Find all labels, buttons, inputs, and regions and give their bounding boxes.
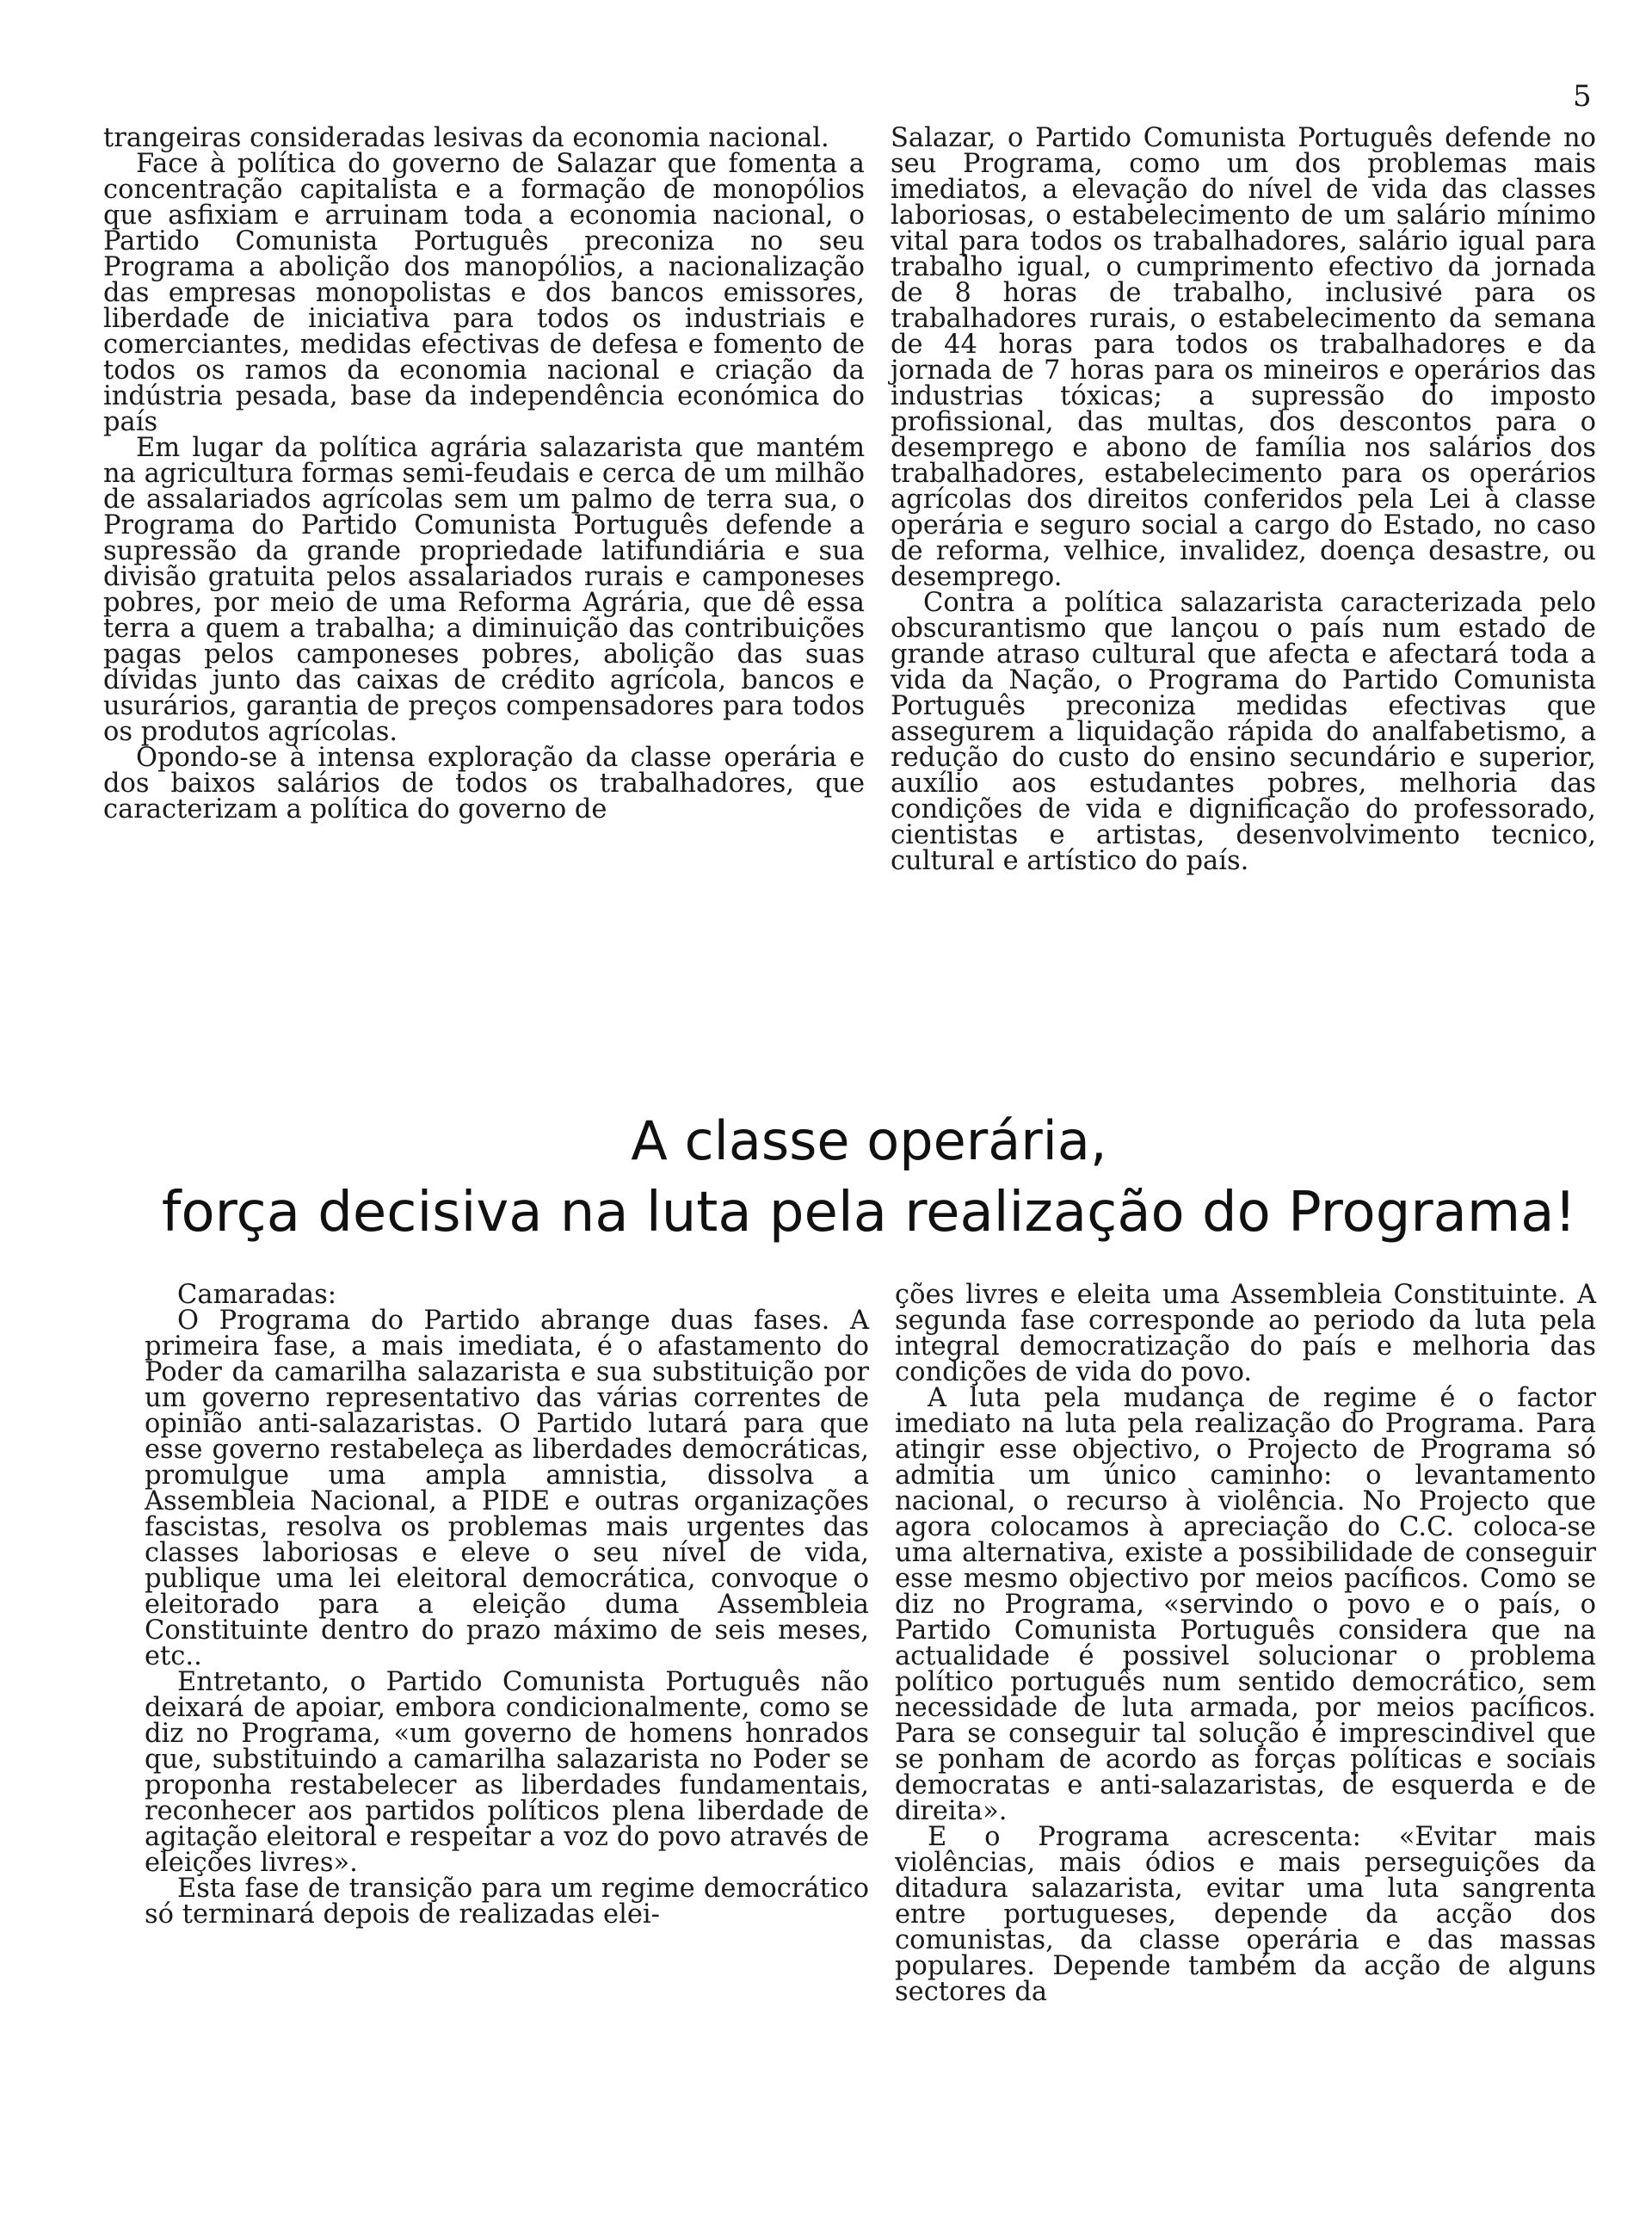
- paragraph: trangeiras consideradas lesivas da economia nacional.: [103, 123, 829, 153]
- paragraph: ções livres e eleita uma Assembleia Constituinte. A segunda fase corresponde ao periodo da luta pela integral democratização do país e melhoria das condições de vida do povo.: [895, 1280, 1596, 1387]
- paragraph: E o Programa acrescenta: «Evitar mais violências, mais ódios e mais perseguições da ditadura salazarista, evitar uma luta sangrenta entre portugueses, depende da acção dos comunistas, da classe operária e das massas populares. Depende também da acção de alguns sectores da: [895, 1822, 1596, 2007]
- text-column-bottom-left: [145, 1282, 869, 1928]
- paragraph: O Programa do Partido abrange duas fases. A primeira fase, a mais imediata, é o afastamento do Poder da camarilha salazarista e sua substituição por um governo representativo das várias correntes de opinião anti-salazaristas. O Partido lutará para que esse governo restabeleça as liberdades democráticas, promulgue uma ampla amnistia, dissolva a Assembleia Nacional, a PIDE e outras organizações fascistas, resolva os problemas mais urgentes das classes laboriosas e eleve o seu nível de vida, publique uma lei eleitoral democrática, convoque o eleitorado para a eleição duma Assembleia Constituinte dentro do prazo máximo de seis meses, etc..: [145, 1306, 869, 1671]
- paragraph: Esta fase de transição para um regime democrático só terminará depois de realizadas elei-: [145, 1874, 869, 1930]
- headline-line-1: A classe operária,: [631, 1109, 1107, 1172]
- paragraph: Em lugar da política agrária salazarista que mantém na agricultura formas semi-feudais e cerca de um milhão de assalariados agrícolas sem um palmo de terra sua, o Programa do Partido Comunista Português defende a supressão da grande propriedade latifundiária e sua divisão gratuita pelos assalariados rurais e camponeses pobres, por meio de uma Reforma Agrária, que dê essa terra a quem a trabalha; a diminuição das contribuições pagas pelos camponeses pobres, abolição das suas dívidas junto das caixas de crédito agrícola, bancos e usurários, garantia de preços compensadores para todos os produtos agrícolas.: [103, 433, 865, 747]
- text-column-top-right: [891, 123, 1596, 876]
- paragraph: A luta pela mudança de regime é o factor imediato na luta pela realização do Programa. Para atingir esse objectivo, o Projecto de Programa só admitia um único caminho: o levantamento nacional, o recurso à violência. No Projecto que agora colocamos à apreciação do C.C. coloca-se uma alternativa, existe a possibilidade de conseguir esse mesmo objectivo por meios pacíficos. Como se diz no Programa, «servindo o povo e o país, o Partido Comunista Português considera que na actualidade é possivel solucionar o problema político português num sentido democrático, sem necessidade de luta armada, por meios pacíficos. Para se conseguir tal solução é imprescindivel que se ponham de acordo as forças políticas e sociais democratas e anti-salazaristas, de esquerda e de direita».: [895, 1383, 1596, 1826]
- text-column-top-left: [103, 123, 865, 824]
- paragraph: Opondo-se à intensa exploração da classe operária e dos baixos salários de todos os trabalhadores, que caracterizam a política do governo de: [103, 743, 865, 824]
- headline-line-2: força decisiva na luta pela realização do Programa!: [161, 1181, 1577, 1244]
- paragraph: Salazar, o Partido Comunista Português defende no seu Programa, como um dos problemas mais imediatos, a elevação do nível de vida das classes laboriosas, o estabelecimento de um salário mínimo vital para todos os trabalhadores, salário igual para trabalho igual, o cumprimento efectivo da jornada de 8 horas de trabalho, inclusivé para os trabalhadores rurais, o estabelecimento da semana de 44 horas para todos os trabalhadores e da jornada de 7 horas para os mineiros e operários das industrias tóxicas; a supressão do imposto profissional, das multas, dos descontos para o desemprego e abono de família nos salários dos trabalhadores, estabelecimento para os operários agrícolas dos direitos conferidos pela Lei à classe operária e seguro social a cargo do Estado, no caso de reforma, velhice, invalidez, doença desastre, ou desemprego.: [891, 123, 1596, 592]
- page-number: 5: [1573, 79, 1592, 114]
- paragraph: Camaradas:: [177, 1280, 337, 1310]
- paragraph: Contra a política salazarista caracterizada pelo obscurantismo que lançou o país num estado de grande atraso cultural que afecta e afectará toda a vida da Nação, o Programa do Partido Comunista Português preconiza medidas efectivas que assegurem a liquidação rápida do analfabetismo, a redução do custo do ensino secundário e superior, auxílio aos estudantes pobres, melhoria das condições de vida e dignificação do professorado, cientistas e artistas, desenvolvimento tecnico, cultural e artístico do país.: [891, 588, 1596, 876]
- text-column-bottom-right: [895, 1282, 1596, 2005]
- paragraph: Face à política do governo de Salazar que fomenta a concentração capitalista e a formação de monopólios que asfixiam e arruinam toda a economia nacional, o Partido Comunista Português preconiza no seu Programa a abolição dos manopólios, a nacionalização das empresas monopolistas e dos bancos emissores, liberdade de iniciativa para todos os industriais e comerciantes, medidas efectivas de defesa e fomento de todos os ramos da economia nacional e criação da indústria pesada, base da independência económica do país: [103, 149, 865, 437]
- paragraph: Entretanto, o Partido Comunista Português não deixará de apoiar, embora condicionalmente, como se diz no Programa, «um governo de homens honrados que, substituindo a camarilha salazarista no Poder se proponha restabelecer as liberdades fundamentais, reconhecer aos partidos políticos plena liberdade de agitação eleitoral e respeitar a voz do povo através de eleições livres».: [145, 1667, 869, 1878]
